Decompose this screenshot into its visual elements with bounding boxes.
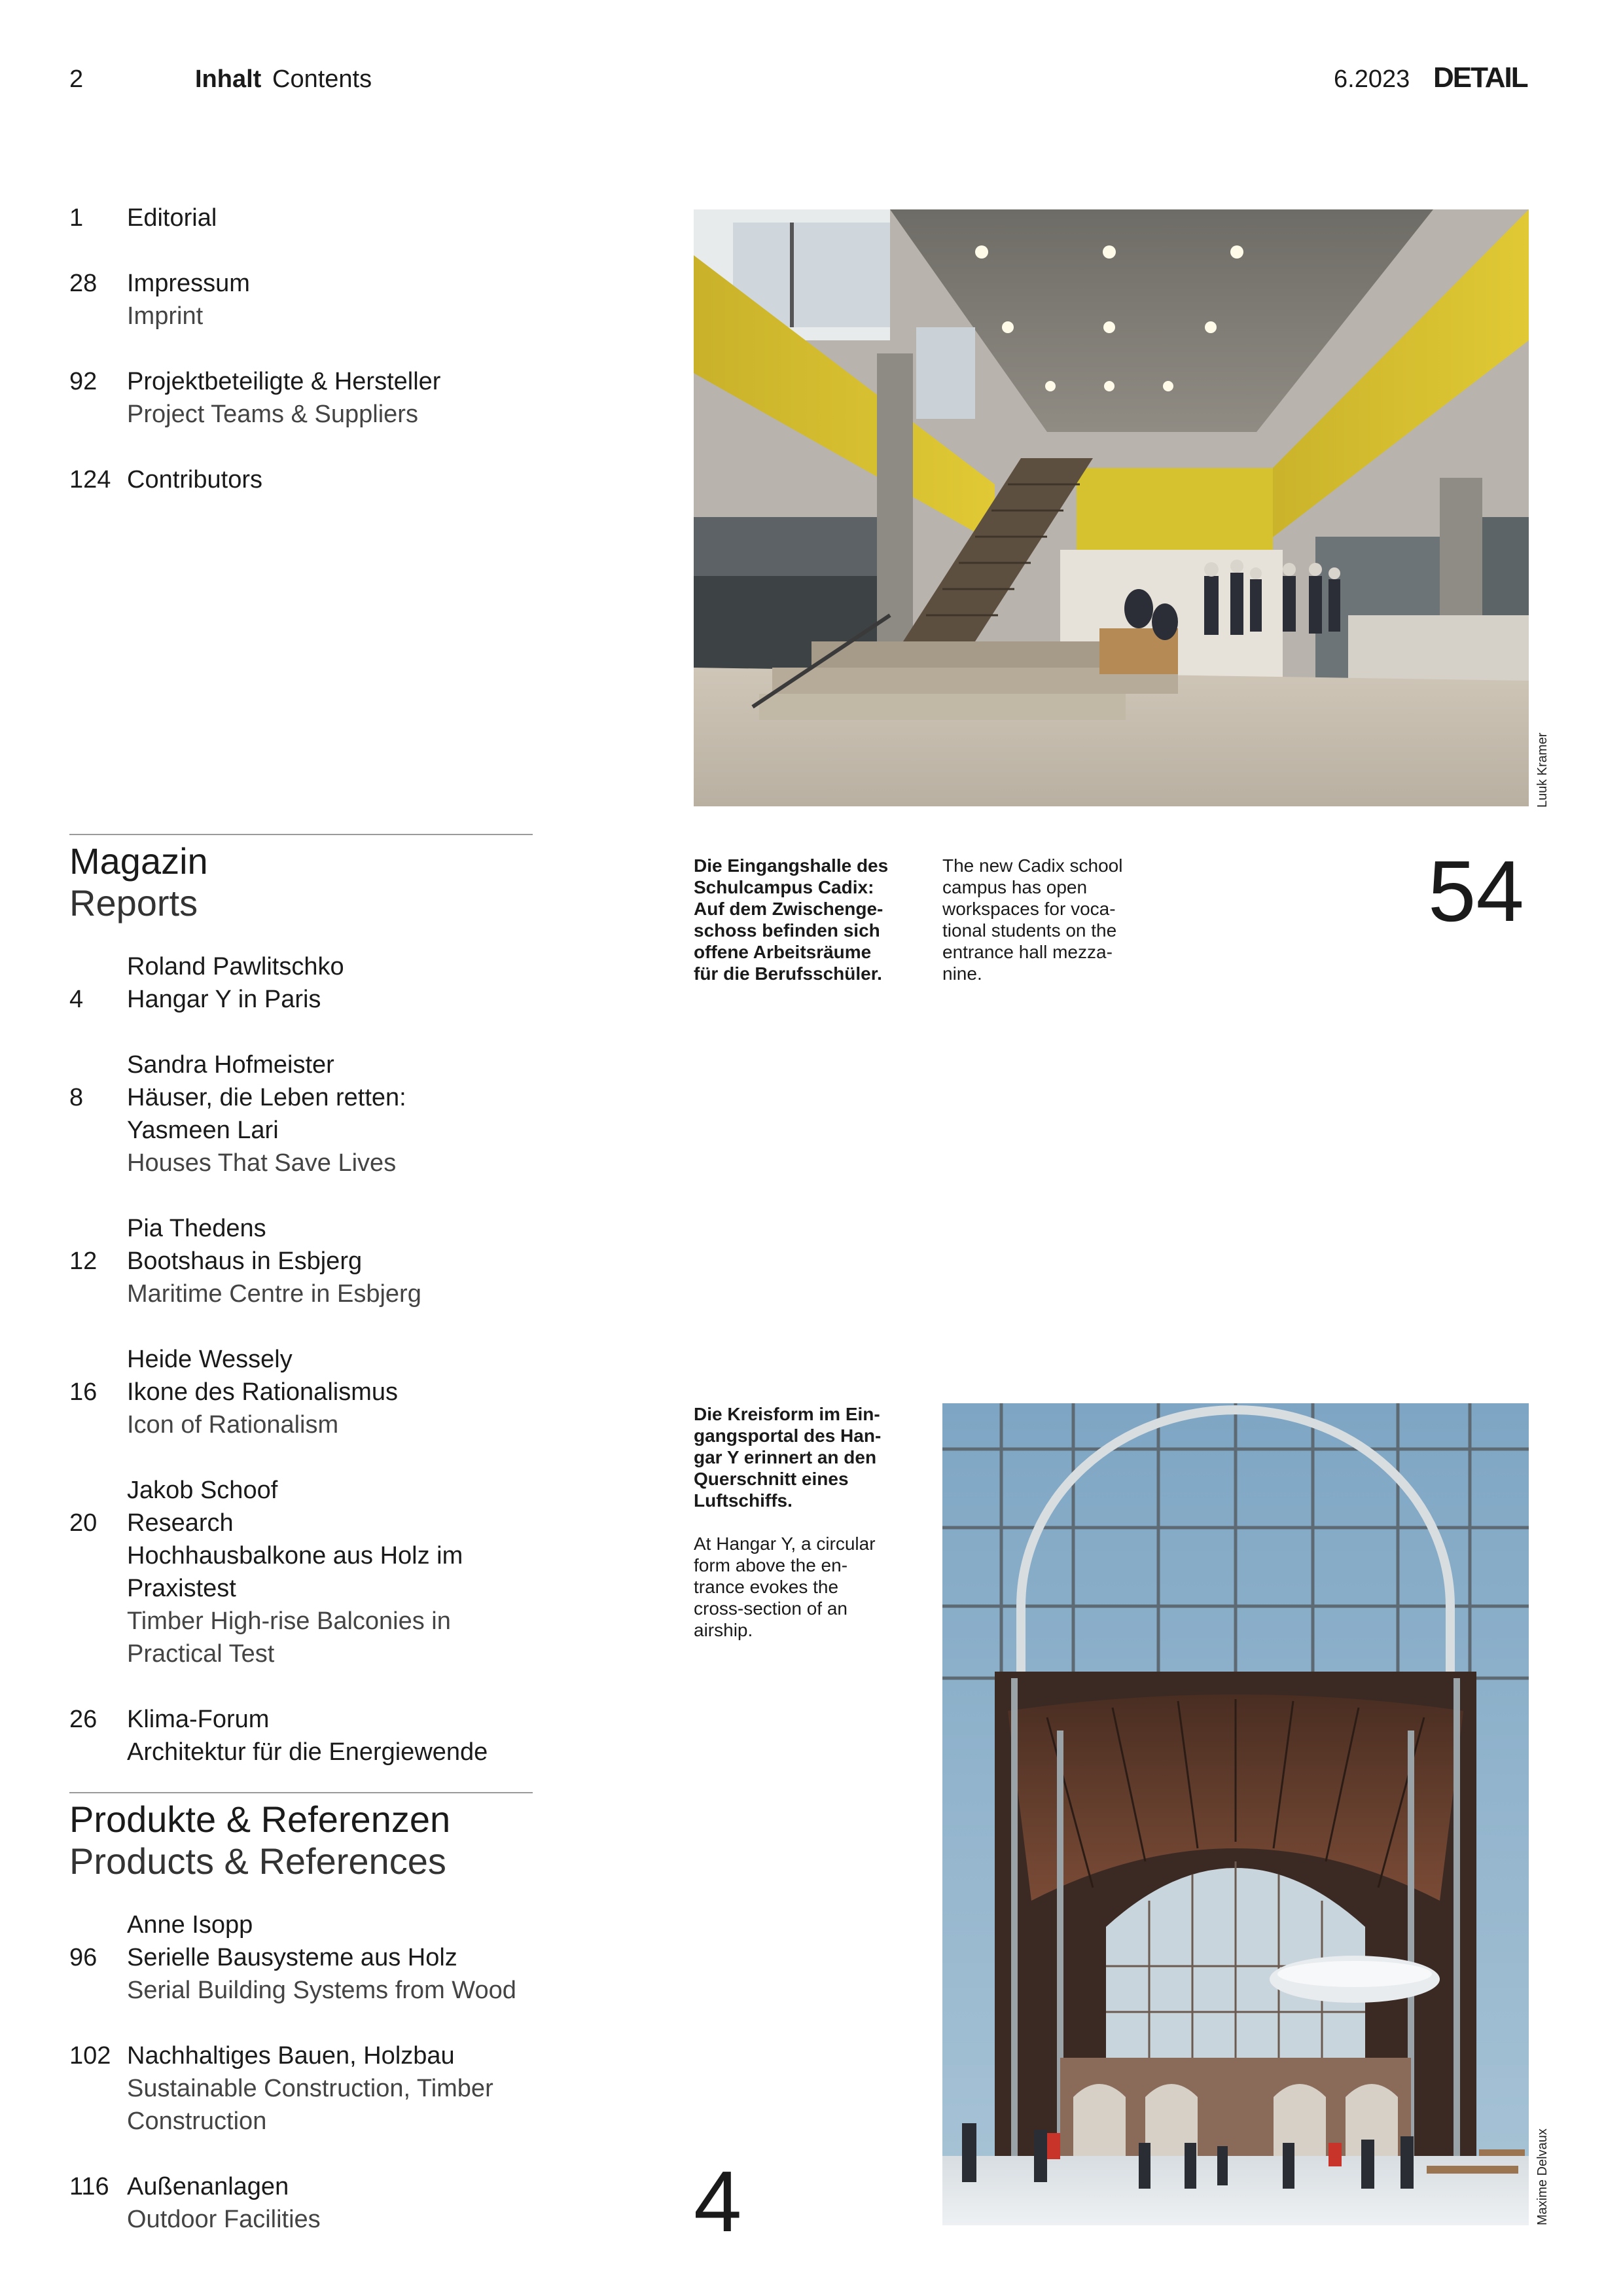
hangar-y-illustration — [942, 1403, 1529, 2225]
entry-author: Jakob Schoof — [127, 1477, 278, 1504]
entry-author: Heide Wessely — [127, 1346, 293, 1373]
caption-line: für die Berufsschüler. — [694, 963, 882, 984]
entry-title: Praxistest — [127, 1575, 236, 1602]
caption-line: Auf dem Zwischenge- — [694, 899, 883, 919]
entry-title-en: Practical Test — [127, 1640, 275, 1668]
page-number: 2 — [69, 65, 84, 93]
toc-entry — [69, 950, 541, 1016]
entry-title: Häuser, die Leben retten: 8 — [69, 1081, 541, 1114]
toc-section-magazin — [69, 834, 541, 1801]
toc-entry — [69, 2039, 541, 2138]
caption-line: form above the en- — [694, 1555, 848, 1575]
entry-title: Klima-Forum 26 — [69, 1703, 541, 1736]
entry-title: Außenanlagen 116 — [69, 2170, 541, 2203]
entry-title: Editorial 1 — [69, 202, 541, 234]
hangar-y-photo — [942, 1403, 1529, 2225]
caption-top-en — [942, 855, 1191, 984]
entry-page-number: 28 — [69, 270, 98, 297]
entry-author: Sandra Hofmeister — [127, 1051, 334, 1079]
entry-title-en: Icon of Rationalism — [127, 1411, 339, 1439]
entry-title: Nachhaltiges Bauen, Holzbau 102 — [69, 2039, 541, 2072]
toc-entry — [69, 1212, 541, 1310]
caption-line: Querschnitt eines — [694, 1469, 849, 1489]
caption-line: cross-section of an — [694, 1598, 847, 1619]
entry-title: Architektur für die Energiewende — [127, 1738, 488, 1766]
entry-author: Roland Pawlitschko — [127, 953, 344, 980]
toc-entry — [69, 365, 541, 431]
toc-entry — [69, 1343, 541, 1441]
caption-line: At Hangar Y, a circular — [694, 1534, 876, 1554]
caption-line: tional students on the — [942, 920, 1117, 941]
entry-page-number: 16 — [69, 1378, 98, 1406]
caption-line: nine. — [942, 963, 982, 984]
detail-logo: DETAIL — [1433, 62, 1527, 94]
toc-list — [69, 1909, 541, 2236]
section-title-en: Contents — [272, 65, 372, 93]
entry-title: Hochhausbalkone aus Holz im — [127, 1542, 463, 1570]
entry-title-en: Serial Building Systems from Wood — [127, 1977, 516, 2004]
caption-line: gar Y erinnert an den — [694, 1447, 877, 1467]
entry-page-number: 102 — [69, 2042, 111, 2070]
entry-page-number: 12 — [69, 1247, 98, 1275]
caption-top-de — [694, 855, 916, 984]
toc-entry — [69, 1474, 541, 1670]
caption-bottom-en — [694, 1533, 916, 1641]
entry-page-number: 4 — [69, 986, 84, 1013]
section-heading: Produkte & Referenzen — [69, 1799, 451, 1840]
toc-front-matter — [69, 202, 541, 529]
toc-entry — [69, 1049, 541, 1179]
photo-credit-top: Luuk Kramer — [1535, 732, 1550, 808]
entry-page-number: 116 — [69, 2173, 109, 2200]
section-divider — [69, 1792, 533, 1793]
entry-title-en: Construction — [127, 2108, 267, 2135]
toc-list — [69, 950, 541, 1768]
entry-page-number: 1 — [69, 204, 84, 232]
entry-title: Hangar Y in Paris 4 — [69, 983, 541, 1016]
section-heading: Magazin — [69, 840, 208, 882]
caption-line: gangsportal des Han- — [694, 1426, 882, 1446]
toc-entry — [69, 1703, 541, 1768]
entry-page-number: 92 — [69, 368, 98, 395]
entry-title-en: Sustainable Construction, Timber — [127, 2075, 493, 2102]
caption-line: airship. — [694, 1620, 753, 1640]
caption-line: entrance hall mezza- — [942, 942, 1113, 962]
entry-page-number: 20 — [69, 1509, 98, 1537]
toc-entry — [69, 1909, 541, 2007]
entrance-hall-photo — [694, 209, 1529, 806]
toc-entry — [69, 2170, 541, 2236]
toc-entry — [69, 463, 541, 496]
entry-title: Yasmeen Lari — [127, 1117, 279, 1144]
entry-page-number: 8 — [69, 1084, 84, 1111]
feature-page-number-top: 54 — [1428, 843, 1524, 939]
caption-line: The new Cadix school — [942, 855, 1123, 876]
entry-title: Ikone des Rationalismus 16 — [69, 1376, 541, 1408]
entry-title: Bootshaus in Esbjerg 12 — [69, 1245, 541, 1278]
entry-page-number: 96 — [69, 1944, 98, 1971]
entry-title: Research 20 — [69, 1507, 541, 1539]
entry-title: Serielle Bausysteme aus Holz 96 — [69, 1941, 541, 1974]
toc-entry — [69, 267, 541, 332]
issue-label: 6.2023 — [1334, 65, 1410, 93]
toc-section-produkte — [69, 1792, 541, 2269]
caption-line: trance evokes the — [694, 1577, 839, 1597]
toc-entry — [69, 202, 541, 234]
caption-line: schoss befinden sich — [694, 920, 880, 941]
caption-line: offene Arbeitsräume — [694, 942, 872, 962]
entry-title: Impressum 28 — [69, 267, 541, 300]
caption-line: workspaces for voca- — [942, 899, 1116, 919]
caption-bottom — [694, 1403, 916, 1641]
entry-title-en: Timber High-rise Balconies in — [127, 1607, 451, 1635]
caption-line: Die Eingangshalle des — [694, 855, 889, 876]
section-title-de: Inhalt — [195, 65, 262, 93]
entry-author: Anne Isopp — [127, 1911, 253, 1939]
caption-line: campus has open — [942, 877, 1088, 897]
caption-line: Die Kreisform im Ein- — [694, 1404, 880, 1424]
entry-title: Contributors 124 — [69, 463, 541, 496]
entry-title-en: Project Teams & Suppliers — [127, 401, 418, 428]
entrance-hall-illustration — [694, 209, 1529, 806]
feature-page-number-bottom: 4 — [694, 2153, 742, 2250]
section-subheading: Products & References — [69, 1840, 446, 1882]
section-subheading: Reports — [69, 882, 198, 924]
caption-line: Schulcampus Cadix: — [694, 877, 874, 897]
entry-author: Pia Thedens — [127, 1215, 266, 1242]
entry-page-number: 26 — [69, 1706, 98, 1733]
entry-title-en: Imprint — [127, 302, 204, 330]
entry-title: Projektbeteiligte & Hersteller 92 — [69, 365, 541, 398]
entry-title-en: Maritime Centre in Esbjerg — [127, 1280, 421, 1308]
entry-title-en: Houses That Save Lives — [127, 1149, 397, 1177]
entry-title-en: Outdoor Facilities — [127, 2206, 321, 2233]
caption-bottom-de — [694, 1403, 916, 1511]
caption-line: Luftschiffs. — [694, 1490, 793, 1511]
entry-page-number: 124 — [69, 466, 111, 493]
section-divider — [69, 834, 533, 835]
photo-credit-bottom: Maxime Delvaux — [1535, 2128, 1550, 2225]
